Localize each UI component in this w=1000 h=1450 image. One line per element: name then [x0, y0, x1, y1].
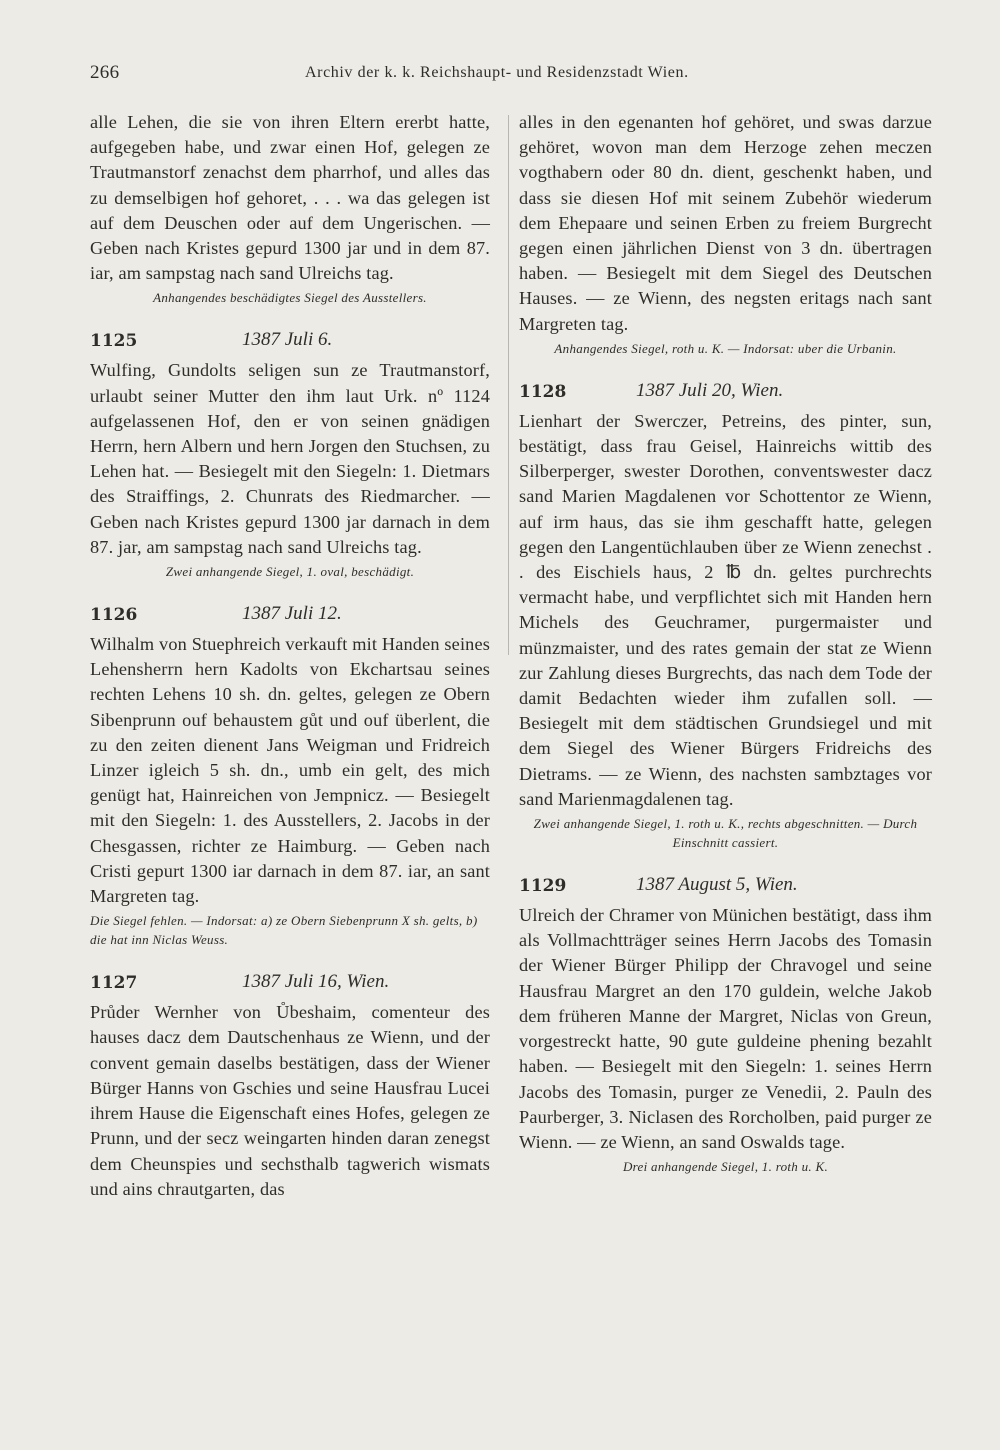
- document-entry-1126: [90, 603, 490, 949]
- entry-number: 1127: [90, 973, 138, 994]
- entry-body: Wilhalm von Stuephreich verkauft mit Handen seines Lehensherrn hern Kadolts von Ekchartsau seines rechten Lehens 10 sh. dn. geltes, gelegen ze Obern Sibenprunn ouf behaustem gůt und ouf überlent, die zu den zeiten dienent Jans Weigman und Fridreich Linzer igleich 5 sh. dn., umb ein gelt, des mich genügt hat, Hainreichen von Jempnicz. — Besiegelt mit den Siegeln: 1. des Ausstellers, 2. Jacobs in der Chesgassen, richter ze Haimburg. — Geben nach Cristi gepurt 1300 iar darnach in dem 87. iar, an sant Margreten tag.: [90, 634, 490, 907]
- continuation-entry: [90, 110, 490, 307]
- seal-note: Zwei anhangende Siegel, 1. roth u. K., rechts abgeschnitten. — Durch Einschnitt cassiert.: [533, 816, 918, 851]
- entry-heading: [90, 603, 490, 630]
- column-divider: [508, 115, 509, 655]
- entry-heading: [90, 329, 490, 356]
- entry-date: 1387 Juli 12.: [242, 603, 342, 625]
- seal-note: Die Siegel fehlen. — Indorsat: a) ze Obern Siebenprunn X sh. gelts, b) die hat inn Niclas Weuss.: [90, 913, 478, 948]
- entry-heading: [90, 971, 490, 998]
- entry-date: 1387 August 5, Wien.: [636, 874, 798, 896]
- entry-body: Wulfing, Gundolts seligen sun ze Trautmanstorf, urlaubt seiner Mutter den ihm laut Urk. nº 1124 aufgelassenen Hof, den er von seinen gnädigen Herrn, hern Albern und hern Jorgen den Stuchsen, zu Lehen hat. — Besiegelt mit den Siegeln: 1. Dietmars des Straiffings, 2. Chunrats des Riedmarcher. — Geben nach Kristes gepurd 1300 jar darnach in dem 87. jar, am sampstag nach sand Ulreichs tag.: [90, 360, 490, 557]
- entry-body: Ulreich der Chramer von Münichen bestätigt, dass ihm als Vollmachtträger seines Herrn Jacobs des Tomasin der Wiener Bürger Philipp der Chravogel und seine Hausfrau Margret an den 170 guldein, welche Jakob dem früheren Manne der Margret, Niclas von Greun, vorgestreckt hatte, 90 gute guldeine phening bezahlt haben. — Besiegelt mit den Siegeln: 1. seines Herrn Jacobs des Tomasin, purger ze Venedii, 2. Pauln des Paurberger, 3. Niclasen des Rorcholben, paid purger ze Wienn. — ze Wienn, an sand Oswalds tage.: [519, 905, 932, 1152]
- entry-number: 1126: [90, 605, 138, 626]
- document-entry-1125: [90, 329, 490, 581]
- page-number: 266: [90, 62, 120, 83]
- right-column: [519, 110, 932, 1176]
- continuation-entry: [519, 110, 932, 358]
- entry-heading: [519, 874, 932, 901]
- running-title: Archiv der k. k. Reichshaupt- und Residenzstadt Wien.: [305, 64, 689, 81]
- entry-body: Lienhart der Swerczer, Petreins, des pinter, sun, bestätigt, dass frau Geisel, Hainreichs wittib des Silberperger, swester Dorothen, conventswester dacz sand Marien Magdalenen vor Schottentor ze Wienn, auf irm haus, das sie ihm geschafft hatte, gelegen gegen den Langentüchlauben über ze Wienn zenechst . . des Eischiels haus, 2 ℔ dn. geltes purchrechts vermacht habe, und verpflichtet sich mit Handen hern Michels des Geuchramer, purgermaister und münzmaister, und des rates gemain der stat ze Wienn zur Zahlung dieses Burgrechts, das nach dem Tode der damit Bedachten wieder ihm zufallen soll. — Besiegelt mit dem städtischen Grundsiegel und mit dem Siegel des Wiener Bürgers Fridreichs des Dietrams. — ze Wienn, des nachsten sambztages vor sand Marienmagdalenen tag.: [519, 410, 932, 809]
- document-entry-1127: [90, 971, 490, 1202]
- seal-note: Anhangendes Siegel, roth u. K. — Indorsat: uber die Urbanin.: [554, 340, 897, 356]
- entry-body: alle Lehen, die sie von ihren Eltern ererbt hatte, aufgegeben habe, und zwar einen Hof, gelegen ze Trautmanstorf zenachst dem pharrhof, und alles das zu demselbigen hof gehoret, . . . wa das gelegen ist auf dem Deuschen oder auf dem Ungerischen. — Geben nach Kristes gepurd 1300 jar und in dem 87. iar, am sampstag nach sand Ulreichs tag.: [90, 112, 490, 284]
- entry-body: Průder Wernher von Ůbeshaim, comenteur des hauses dacz dem Dautschenhaus ze Wienn, und der convent gemain daselbs bestätigen, dass der Wiener Bürger Hanns von Gschies und seine Hausfrau Lucei ihrem Hause die Eigenschaft eines Hofes, gelegen ze Prunn, und der secz weingarten hinden daran zenegst dem Cheunspies und sechsthalb tagwerich wismats und ains chrautgarten, das: [90, 1002, 490, 1199]
- entry-number: 1128: [519, 381, 567, 402]
- left-column: [90, 110, 490, 1202]
- seal-note: Anhangendes beschädigtes Siegel des Ausstellers.: [153, 290, 427, 306]
- entry-number: 1125: [90, 331, 138, 352]
- entry-number: 1129: [519, 876, 567, 897]
- document-entry-1129: [519, 874, 932, 1176]
- entry-body: alles in den egenanten hof gehöret, und swas darzue gehöret, wovon man dem Herzoge zehen meczen vogthabern oder 80 dn. dient, geschenkt haben, und dass sie diesen Hof mit seinem Zubehör wiederum dem Ehepaare und seinen Erben zu freiem Burgrecht gegen einen jährlichen Dienst von 3 dn. übertragen haben. — Besiegelt mit dem Siegel des Deutschen Hauses. — ze Wienn, des negsten eritags nach sant Margreten tag.: [519, 112, 932, 334]
- document-entry-1128: [519, 380, 932, 852]
- seal-note: Zwei anhangende Siegel, 1. oval, beschädigt.: [165, 564, 415, 580]
- seal-note: Drei anhangende Siegel, 1. roth u. K.: [622, 1159, 829, 1175]
- page-header: [90, 62, 930, 92]
- entry-date: 1387 Juli 16, Wien.: [242, 971, 390, 993]
- entry-heading: [519, 380, 932, 407]
- entry-date: 1387 Juli 20, Wien.: [636, 379, 784, 401]
- entry-date: 1387 Juli 6.: [242, 329, 333, 351]
